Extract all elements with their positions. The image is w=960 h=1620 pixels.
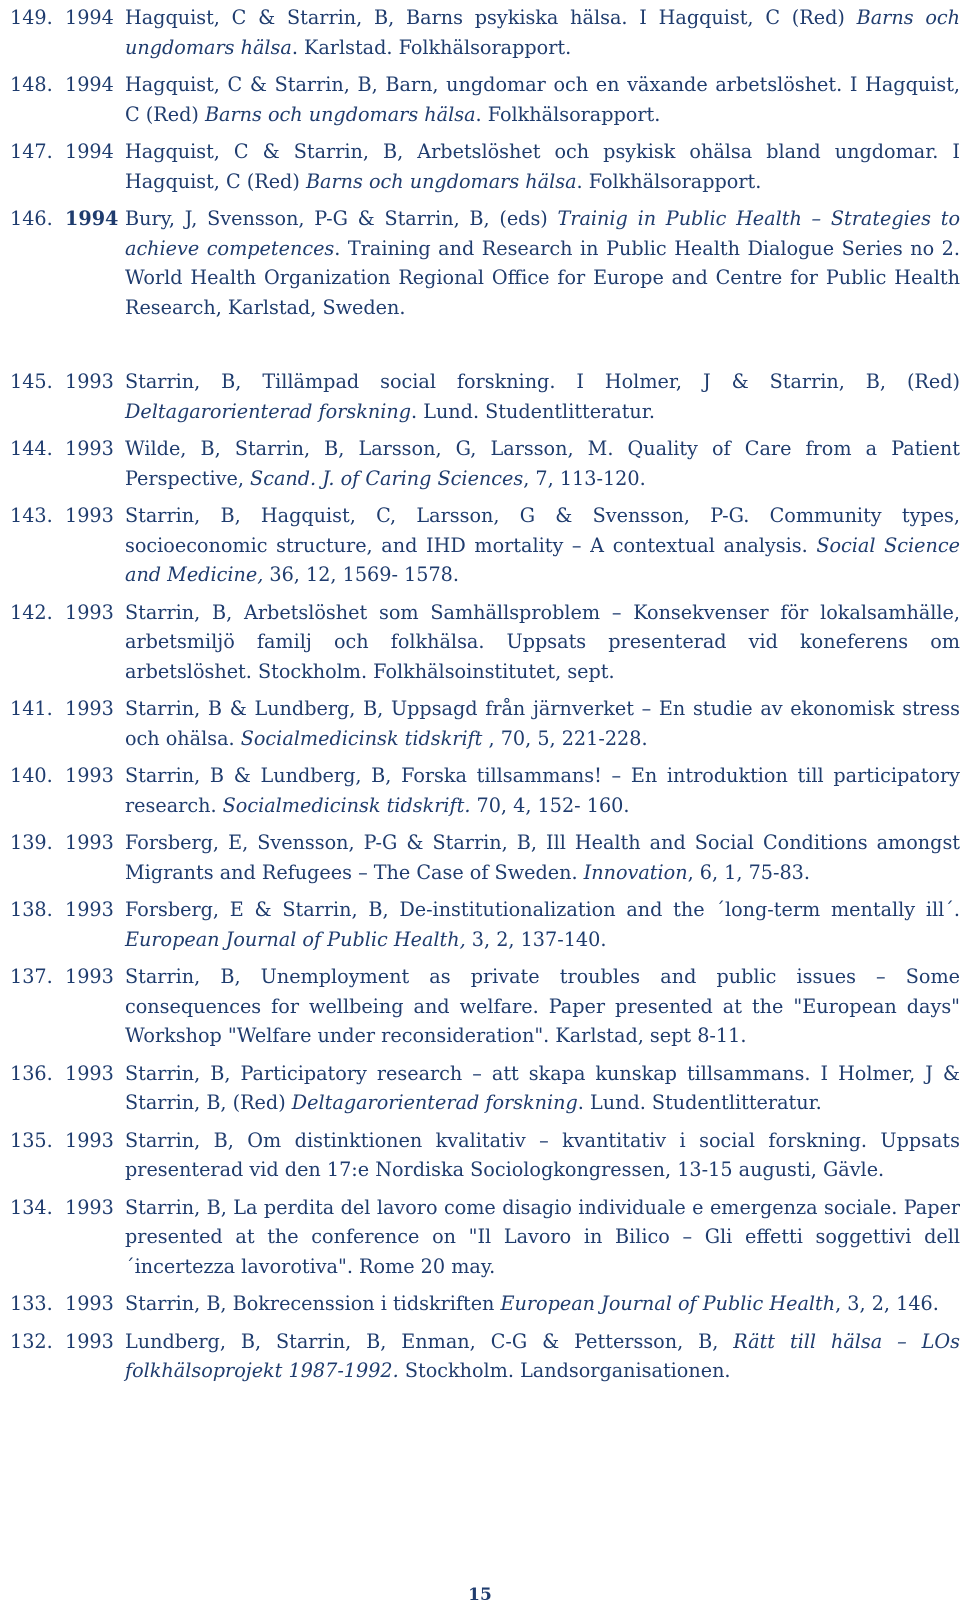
citation-title: Socialmedicinsk tidskrift. <box>222 793 471 817</box>
reference-entry <box>10 828 960 887</box>
citation-text: Bury, J, Svensson, P-G & Starrin, B, (eds) <box>125 207 558 230</box>
citation-text: Starrin, B, Hagquist, C, Larsson, G & Svensson, P-G. Community types, socioeconomic structure, and IHD mortality – A contextual analysis. <box>125 504 960 557</box>
reference-entry <box>10 962 960 1051</box>
entry-citation <box>125 207 960 319</box>
citation-text: Starrin, B, Om distinktionen kvalitativ – kvantitativ i social forskning. Uppsats presenterad vid den 17:e Nordiska Sociologkongressen, 13-15 augusti, Gävle. <box>125 1128 960 1181</box>
reference-entry <box>10 1327 960 1386</box>
citation-text: Starrin, B & Lundberg, B, Uppsagd från järnverket – En studie av ekonomisk stress och ohälsa. <box>125 697 960 750</box>
entry-year: 1993 <box>65 1128 114 1152</box>
entry-number: 148. <box>10 73 53 96</box>
citation-title: Trainig in Public Health – Strategies to achieve competences <box>125 207 960 260</box>
citation-title: Social Science and Medicine, <box>125 533 960 586</box>
entry-number: 143. <box>10 504 53 527</box>
citation-text: . Training and Research in Public Health Dialogue Series no 2. World Health Organization Regional Office for Europe and Centre for Public Health Research, Karlstad, Sweden. <box>125 236 960 319</box>
entry-year: 1993 <box>65 600 114 624</box>
page-number: 15 <box>468 1585 492 1605</box>
entry-number: 134. <box>10 1195 53 1219</box>
citation-text: 70, 4, 152- 160. <box>470 793 630 817</box>
citation-text: Forsberg, E & Starrin, B, De-institutionalization and the ´long-term mentally ill´. <box>125 898 960 921</box>
entry-number: 137. <box>10 965 53 988</box>
entry-number: 136. <box>10 1061 53 1085</box>
entry-number: 149. <box>10 6 53 29</box>
entry-citation <box>125 1330 960 1383</box>
entry-year: 1993 <box>65 764 114 787</box>
entry-citation <box>125 831 960 884</box>
citation-title: Barns och ungdomars hälsa <box>204 102 476 126</box>
reference-entry <box>10 1126 960 1185</box>
citation-text: Starrin, B, Arbetslöshet som Samhällsproblem – Konsekvenser för lokalsamhälle, arbetsmiljö familj och folkhälsa. Uppsats presenterad vid koneferens om arbetslöshet. Stockholm. Folkhälsoinstitutet, sept. <box>125 600 960 683</box>
citation-text: , 70, 5, 221-228. <box>482 726 648 750</box>
citation-text: Starrin, B, Unemployment as private troubles and public issues – Some consequences for wellbeing and welfare. Paper presented at the "European days" Workshop "Welfare under reconsideration". Karlstad, sept 8-11. <box>125 965 960 1047</box>
entry-year: 1993 <box>65 898 114 921</box>
reference-entry <box>10 761 960 820</box>
entry-year: 1993 <box>65 1195 114 1219</box>
reference-entry <box>10 1193 960 1282</box>
citation-text: Hagquist, C & Starrin, B, Arbetslöshet och psykisk ohälsa bland ungdomar. I Hagquist, C (Red) <box>125 140 960 193</box>
entry-number: 135. <box>10 1128 53 1152</box>
entry-number: 138. <box>10 898 53 921</box>
entry-number: 146. <box>10 207 53 230</box>
citation-title: Socialmedicinsk tidskrift <box>240 726 483 750</box>
entry-citation <box>125 1196 960 1278</box>
entry-year: 1993 <box>65 831 114 854</box>
entry-citation <box>125 140 960 193</box>
entry-year: 1993 <box>65 1329 114 1353</box>
citation-text: Starrin, B, Tillämpad social forskning. I Holmer, J & Starrin, B, (Red) <box>125 370 960 393</box>
citation-text: , 3, 2, 146. <box>835 1292 939 1315</box>
entry-citation <box>125 1292 939 1315</box>
reference-entry <box>10 895 960 954</box>
reference-entry <box>10 137 960 196</box>
reference-entry <box>10 3 960 62</box>
citation-text: Starrin, B & Lundberg, B, Forska tillsammans! – En introduktion till participatory research. <box>125 764 960 817</box>
citation-text: 3, 2, 137-140. <box>465 927 607 951</box>
entry-citation <box>125 370 960 423</box>
entry-number: 142. <box>10 600 53 624</box>
entry-citation <box>125 764 960 817</box>
entry-year: 1993 <box>65 370 114 393</box>
entry-year: 1993 <box>65 1292 114 1315</box>
citation-title: European Journal of Public Health <box>500 1292 836 1315</box>
citation-text: , 6, 1, 75-83. <box>687 860 810 884</box>
entry-citation <box>125 965 960 1047</box>
reference-entry <box>10 501 960 590</box>
citation-text: Stockholm. Landsorganisationen. <box>398 1359 731 1382</box>
entry-number: 147. <box>10 140 53 163</box>
entry-number: 144. <box>10 437 53 460</box>
entry-number: 133. <box>10 1292 53 1315</box>
citation-title: Barns och ungdomars hälsa <box>305 169 577 193</box>
citation-title: Rätt till hälsa – LOs folkhälsoprojekt 1987-1992. <box>125 1329 960 1382</box>
entry-citation <box>125 1129 960 1182</box>
citation-title: Deltagarorienterad forskning <box>125 399 411 423</box>
entry-citation <box>125 437 960 490</box>
citation-title: Barns och ungdomars hälsa <box>125 6 960 59</box>
citation-text: Starrin, B, Bokrecenssion i tidskriften <box>125 1292 501 1315</box>
reference-entry <box>10 1289 960 1319</box>
citation-text: Forsberg, E, Svensson, P-G & Starrin, B, Ill Health and Social Conditions amongst Migrants and Refugees – The Case of Sweden. <box>125 831 960 884</box>
entry-year: 1993 <box>65 965 114 988</box>
citation-text: Hagquist, C & Starrin, B, Barn, ungdomar och en växande arbetslöshet. I Hagquist, C (Red) <box>125 73 960 126</box>
citation-title: Innovation <box>583 860 688 884</box>
reference-entry <box>10 598 960 687</box>
entry-year: 1993 <box>65 697 114 720</box>
citation-text: Hagquist, C & Starrin, B, Barns psykiska hälsa. I Hagquist, C (Red) <box>125 6 857 29</box>
citation-text: 36, 12, 1569- 1578. <box>263 563 459 586</box>
reference-entry <box>10 367 960 426</box>
entry-year: 1993 <box>65 504 114 527</box>
entry-year: 1993 <box>65 1061 114 1085</box>
citation-text: Starrin, B, La perdita del lavoro come disagio individuale e emergenza sociale. Paper presented at the conference on "Il Lavoro in Bilico – Gli effetti soggettivi dell´incertezza lavorotiva". Rome 20 may. <box>125 1195 960 1278</box>
entry-citation <box>125 697 960 750</box>
citation-text: . Folkhälsorapport. <box>576 169 762 193</box>
entry-citation <box>125 6 960 59</box>
citation-text: Starrin, B, Participatory research – att skapa kunskap tillsammans. I Holmer, J & Starrin, B, (Red) <box>125 1061 960 1114</box>
entry-number: 145. <box>10 370 53 393</box>
citation-text: . Karlstad. Folkhälsorapport. <box>291 35 572 59</box>
citation-text: Wilde, B, Starrin, B, Larsson, G, Larsson, M. Quality of Care from a Patient Perspective, <box>125 437 960 490</box>
citation-text: Lundberg, B, Starrin, B, Enman, C-G & Pettersson, B, <box>125 1329 734 1353</box>
entry-number: 141. <box>10 697 53 720</box>
entry-citation <box>125 504 960 586</box>
entry-citation <box>125 1062 960 1115</box>
entry-year: 1994 <box>65 73 114 96</box>
entry-number: 140. <box>10 764 53 787</box>
reference-entry <box>10 694 960 753</box>
citation-text: . Lund. Studentlitteratur. <box>577 1091 822 1114</box>
entry-year: 1994 <box>65 140 114 163</box>
entry-year: 1993 <box>65 437 114 460</box>
citation-title: Scand. J. of Caring Sciences <box>250 466 524 490</box>
entry-number: 132. <box>10 1329 53 1353</box>
citation-title: European Journal of Public Health, <box>125 927 466 951</box>
entry-citation <box>125 601 960 683</box>
citation-text: . Lund. Studentlitteratur. <box>411 399 655 423</box>
reference-entry <box>10 434 960 493</box>
entry-citation <box>125 73 960 126</box>
entry-number: 139. <box>10 831 53 854</box>
entry-citation <box>125 898 960 951</box>
citation-text: . Folkhälsorapport. <box>475 102 661 126</box>
entry-year: 1994 <box>65 207 119 230</box>
reference-entry <box>10 204 960 322</box>
reference-entry <box>10 1059 960 1118</box>
entry-year: 1994 <box>65 6 114 29</box>
reference-list <box>10 3 960 1394</box>
reference-entry <box>10 70 960 129</box>
citation-title: Deltagarorienterad forskning <box>291 1091 578 1114</box>
citation-text: , 7, 113-120. <box>523 466 646 490</box>
